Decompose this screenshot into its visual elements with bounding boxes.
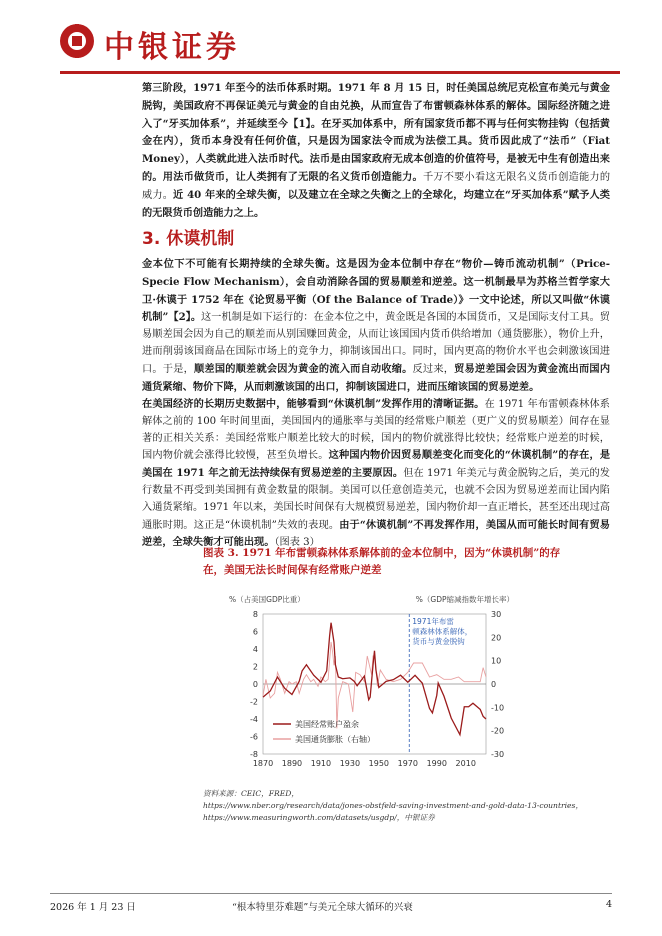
chart-svg bbox=[203, 590, 533, 775]
x-tick-label: 1890 bbox=[281, 759, 303, 768]
right-tick-label: 20 bbox=[491, 633, 502, 643]
right-tick-label: 0 bbox=[491, 680, 497, 689]
legend-label-current-account: 美国经常账户盈余 bbox=[295, 720, 359, 729]
para3-bold-3: 由于“休谟机制”不再发挥作用，美国从而可能长时间有贸易逆差，全球失衡才可能出现。 bbox=[142, 518, 610, 549]
para2-bold-3: 贸易逆差国会因为黄金流出而国内通货紧缩、物价下降，从而刺激该国的出口，抑制该国进口，进而压缩该国的贸易逆差。 bbox=[142, 362, 611, 393]
left-tick-label: -2 bbox=[250, 697, 258, 707]
paragraph-us-evidence bbox=[142, 396, 610, 552]
para3-normal-2: 但在 1971 年美元与黄金脱钩之后，美元的发行数量不再受到美国拥有黄金数量的限制。美国可以任意创造美元，也就不会因为贸易逆差而让国内陷入通货紧缩。1971 年以来，美国长时间保有大规模贸易逆差，国内物价却一直正增长，甚至还出现过高通胀时期。这正是“休谟机制”失效的表现。 bbox=[142, 468, 610, 531]
left-tick-label: -4 bbox=[250, 715, 258, 724]
x-tick-label: 2010 bbox=[455, 759, 476, 768]
para2-bold-2: 顺差国的顺差就会因为黄金的流入而自动收缩。 bbox=[194, 362, 413, 375]
left-tick-label: -6 bbox=[250, 732, 258, 742]
para2-normal-2: 反过来， bbox=[412, 363, 455, 375]
annotation-text: 货币与黄金脱钩 bbox=[412, 637, 465, 646]
chart-container bbox=[203, 590, 533, 775]
right-tick-label: -10 bbox=[491, 703, 505, 713]
x-tick-label: 1950 bbox=[368, 759, 390, 768]
para3-normal-1: 在 1971 年布雷顿森林体系解体之前的 100 年时间里面，美国国内的通胀率与美国的经常账户顺差（更广义的贸易顺差）间存在显著的正相关关系：美国经常账户顺差比较大的时候，国内的物价就涨得比较快；经常账户逆差的时候，国内物价就会涨得比较慢，甚至负增长。 bbox=[142, 399, 610, 462]
para2-normal-1: 这一机制是如下运行的：在金本位之中，黄金既是各国的本国货币，又是国际支付工具。贸易顺差国会因为自己的顺差而从别国赚回黄金，从而让该国国内货币供给增加（通货膨胀），物价上升，进而削弱该国商品在国际市场上的竞争力，抑制该国出口。同时，国内更高的物价水平也会刺激该国进口。于是， bbox=[142, 312, 610, 375]
left-tick-label: 4 bbox=[252, 645, 258, 654]
footer-date: 2026 年 1 月 23 日 bbox=[50, 902, 136, 913]
para3-bold-1: 在美国经济的长期历史数据中，能够看到“休谟机制”发挥作用的清晰证据。 bbox=[142, 398, 485, 410]
x-tick-label: 1970 bbox=[397, 759, 418, 768]
left-tick-label: 0 bbox=[252, 680, 258, 689]
para1-bold-1: 第三阶段，1971 年至今的法币体系时期。1971 年 8 月 15 日，时任美国总统尼克松宣布美元与黄金脱钩，美国政府不再保证美元与黄金的自由兑换，从而宣告了布雷顿森林体系的解体。国际经济随之进入了“牙买加体系”，并延续至今【1】。在牙买加体系中，所有国家货币都不再与任何实物挂钩（包括黄金在内），货币本身没有任何价值，只是因为国家法令而成为法偿工具。货币因此成了“法币”（Fiat Money），人类就此进入法币时代。法币是由国家政府无成本创造的价值符号，是被无中生有创造出来的。用法币做货币，让人类拥有了无限的名义货币创造能力。 bbox=[142, 82, 610, 183]
right-tick-label: -20 bbox=[491, 726, 505, 736]
right-tick-label: -30 bbox=[491, 750, 505, 759]
para2-bold-1: 金本位下不可能有长期持续的全球失衡。这是因为金本位制中存在“物价—铸币流动机制”（Price-Specie Flow Mechanism），会自动消除各国的贸易顺差和逆差。这一机制最早为苏格兰哲学家大卫·休谟于 1752 年在《论贸易平衡（Of the Balance of Trade）》一文中论述，所以又叫做“休谟机制”【2】。 bbox=[142, 258, 610, 324]
annotation-text: 1971年布雷 bbox=[412, 617, 454, 626]
paragraph-stage-three bbox=[142, 80, 610, 222]
footer-title: “根本特里芬难题”与美元全球大循环的兴衰 bbox=[232, 902, 413, 913]
x-tick-label: 1910 bbox=[310, 759, 332, 768]
right-tick-label: 10 bbox=[491, 656, 502, 666]
section-title: 3. 休谟机制 bbox=[142, 229, 235, 249]
source-line-2: https://www.nber.org/research/data/jones-obstfeld-saving-investment-and-gold-data-13-countries， bbox=[203, 801, 584, 810]
para1-bold-2: 近 40 年来的全球失衡，以及建立在全球之失衡之上的全球化，均建立在“牙买加体系”赋予人类的无限货币创造能力之上。 bbox=[142, 188, 610, 219]
source-note bbox=[203, 788, 603, 824]
left-axis-title: %（占美国GDP比重） bbox=[229, 595, 305, 604]
annotation-text: 顿森林体系解体， bbox=[412, 627, 473, 636]
x-tick-label: 1870 bbox=[252, 759, 274, 768]
brand-name: 中银证券 bbox=[104, 30, 240, 65]
paragraph-hume-mechanism bbox=[142, 256, 610, 396]
left-tick-label: 6 bbox=[252, 627, 258, 637]
left-tick-label: 8 bbox=[252, 610, 258, 619]
para3-bold-2: 这种国内物价因贸易顺差变化而变化的“休谟机制”的存在，是美国在 1971 年之前无法持续保有贸易逆差的主要原因。 bbox=[142, 449, 611, 480]
source-line-1: 资料来源：CEIC，FRED， bbox=[203, 789, 299, 798]
page-header bbox=[0, 0, 662, 78]
page-number: 4 bbox=[606, 899, 613, 910]
right-tick-label: 30 bbox=[491, 610, 502, 619]
right-axis-title: %（GDP缩减指数年增长率） bbox=[415, 595, 514, 604]
legend-label-inflation: 美国通货膨胀（右轴） bbox=[295, 735, 375, 744]
boc-logo-icon bbox=[60, 24, 94, 58]
para3-figure-ref: （图表 3） bbox=[274, 537, 320, 549]
para1-normal: 千万不要小看这无限名义货币创造能力的威力。 bbox=[142, 171, 611, 201]
header-divider bbox=[60, 71, 620, 74]
x-tick-label: 1990 bbox=[426, 759, 447, 768]
figure-title: 图表 3. 1971 年布雷顿森林体系解体前的金本位制中，因为“休谟机制”的存在，美国无法长时间保有经常账户逆差 bbox=[203, 547, 561, 576]
x-tick-label: 1930 bbox=[339, 759, 361, 768]
footer-divider bbox=[50, 893, 612, 894]
left-tick-label: -8 bbox=[250, 750, 258, 759]
left-tick-label: 2 bbox=[252, 662, 258, 672]
source-line-3: https://www.measuringworth.com/datasets/usgdp/，中银证券 bbox=[203, 813, 435, 822]
